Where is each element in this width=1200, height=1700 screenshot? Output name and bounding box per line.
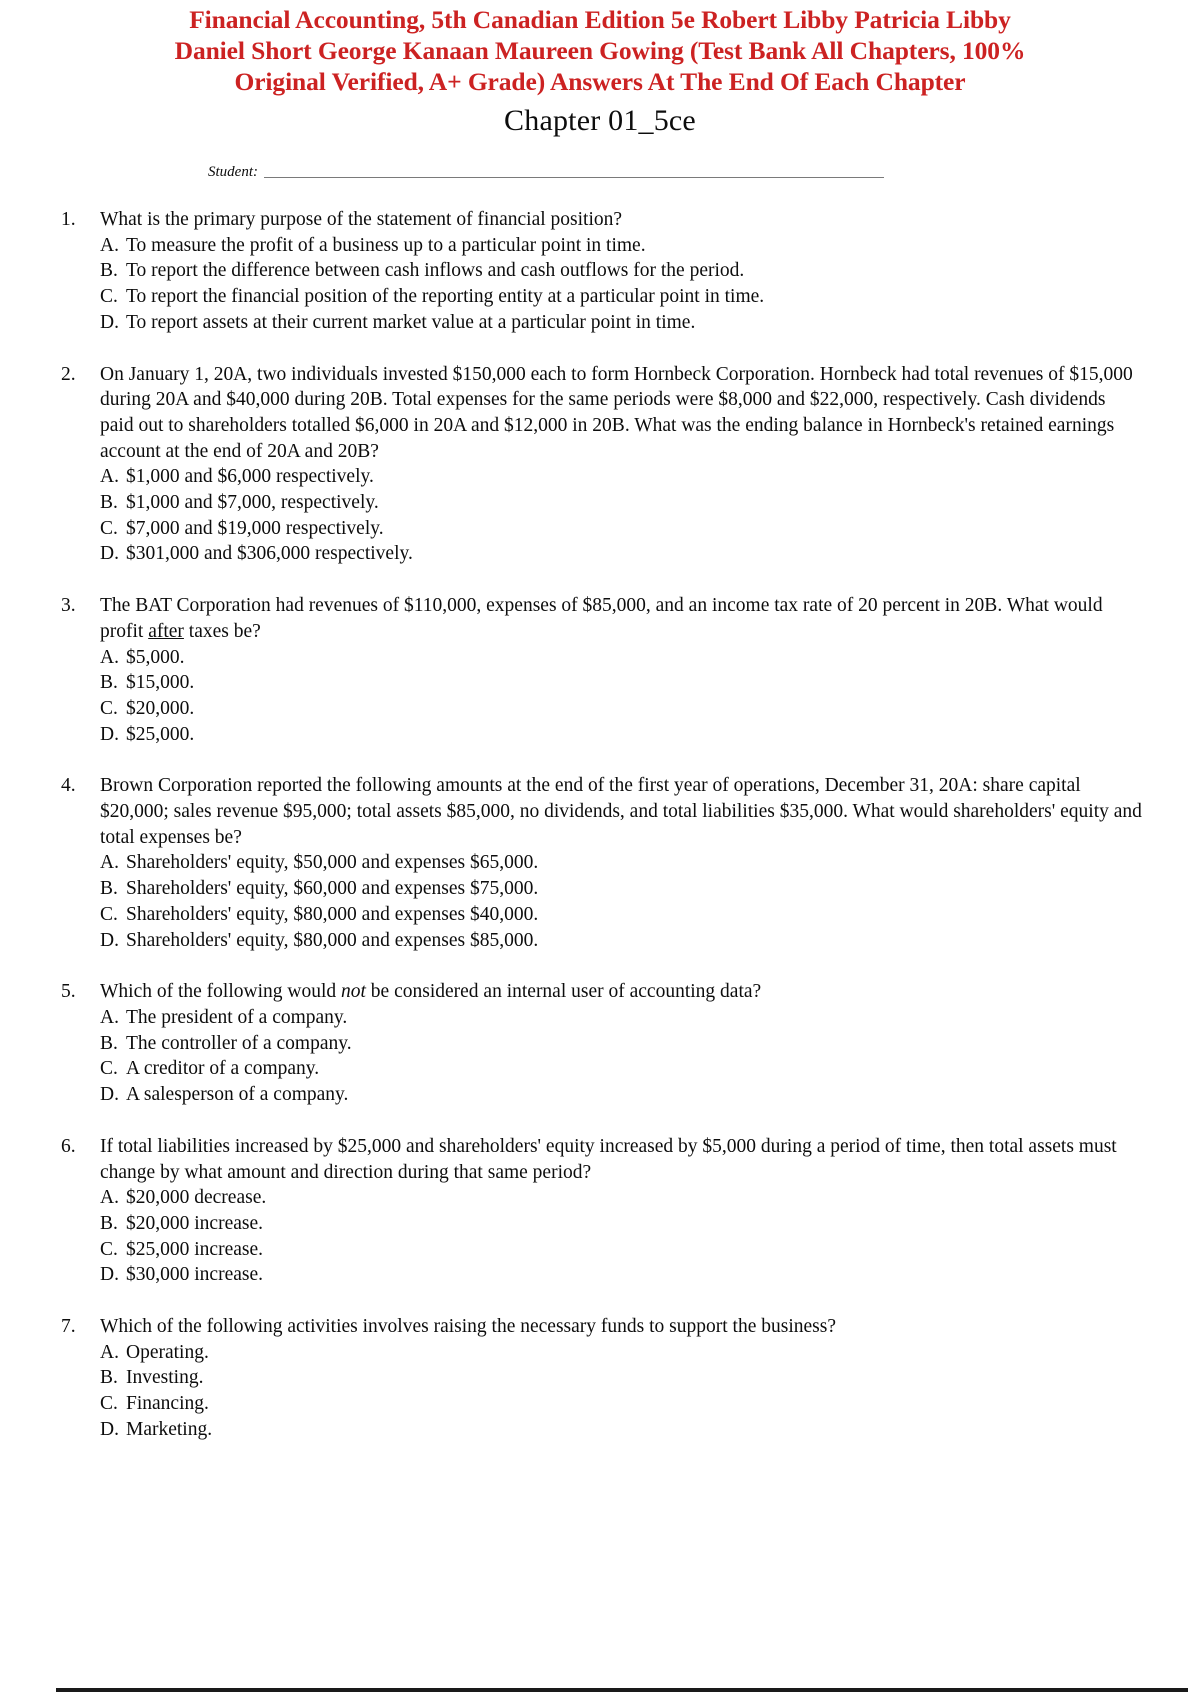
answer-option[interactable] — [100, 696, 1142, 722]
answer-option-list — [100, 645, 1142, 748]
answer-option-text: Shareholders' equity, $80,000 and expenses $85,000. — [126, 929, 539, 951]
banner-title-line-3: Original Verified, A+ Grade) Answers At The End Of Each Chapter — [234, 67, 966, 96]
answer-option-letter: D. — [100, 1264, 119, 1286]
answer-option[interactable] — [100, 490, 1142, 516]
answer-option[interactable] — [100, 902, 1142, 928]
question-number: 2. — [61, 363, 76, 385]
question-body — [100, 207, 1142, 336]
answer-option-letter: D. — [100, 1084, 119, 1106]
answer-option[interactable] — [100, 1211, 1142, 1237]
answer-option-letter: C. — [100, 1238, 118, 1260]
answer-option[interactable] — [100, 310, 1142, 336]
question-stem — [100, 593, 1142, 644]
answer-option-text: Shareholders' equity, $80,000 and expenses $40,000. — [126, 903, 539, 925]
answer-option-letter: C. — [100, 286, 118, 308]
question-stem-text: If total liabilities increased by $25,000 and shareholders' equity increased by $5,000 during a period of time, then total assets must change by what amount and direction during that same period? — [100, 1135, 1117, 1183]
question-number: 5. — [61, 981, 76, 1003]
answer-option[interactable] — [100, 516, 1142, 542]
question-stem-text: Which of the following would — [100, 981, 341, 1003]
answer-option-letter: D. — [100, 311, 119, 333]
answer-option[interactable] — [100, 1340, 1142, 1366]
answer-option-text: $20,000. — [126, 697, 195, 719]
question-item — [56, 979, 1142, 1108]
answer-option-letter: C. — [100, 697, 118, 719]
question-number: 3. — [61, 595, 76, 617]
banner-title-line-2: Daniel Short George Kanaan Maureen Gowing (Test Bank All Chapters, 100% — [174, 36, 1026, 65]
student-label: Student: — [208, 164, 258, 180]
answer-option-text: $25,000 increase. — [126, 1238, 263, 1260]
answer-option-text: Shareholders' equity, $60,000 and expenses $75,000. — [126, 878, 539, 900]
answer-option-text: $15,000. — [126, 672, 195, 694]
answer-option-text: Financing. — [126, 1393, 209, 1415]
answer-option-text: The president of a company. — [126, 1006, 348, 1028]
answer-option-letter: B. — [100, 1032, 118, 1054]
answer-option[interactable] — [100, 1237, 1142, 1263]
answer-option-text: $25,000. — [126, 723, 195, 745]
question-stem-text: Which of the following activities involves raising the necessary funds to support the business? — [100, 1316, 836, 1338]
answer-option-text: Shareholders' equity, $50,000 and expenses $65,000. — [126, 852, 539, 874]
question-body — [100, 593, 1142, 747]
answer-option-letter: D. — [100, 929, 119, 951]
question-number: 7. — [61, 1316, 76, 1338]
answer-option-text: To report assets at their current market value at a particular point in time. — [126, 311, 696, 333]
answer-option-letter: A. — [100, 1006, 119, 1028]
question-stem — [100, 207, 1142, 233]
answer-option[interactable] — [100, 1417, 1142, 1443]
answer-option-letter: A. — [100, 1341, 119, 1363]
answer-option-text: Operating. — [126, 1341, 209, 1363]
answer-option[interactable] — [100, 284, 1142, 310]
answer-option[interactable] — [100, 1185, 1142, 1211]
question-number: 4. — [61, 775, 76, 797]
answer-option-letter: A. — [100, 852, 119, 874]
question-item — [56, 207, 1142, 336]
answer-option-letter: B. — [100, 260, 118, 282]
question-item — [56, 773, 1142, 953]
answer-option-letter: B. — [100, 492, 118, 514]
answer-option-text: $20,000 increase. — [126, 1212, 263, 1234]
answer-option-text: A creditor of a company. — [126, 1058, 320, 1080]
answer-option-list — [100, 464, 1142, 567]
answer-option-letter: B. — [100, 672, 118, 694]
answer-option-text: $20,000 decrease. — [126, 1187, 267, 1209]
answer-option-letter: D. — [100, 723, 119, 745]
question-number: 6. — [61, 1135, 76, 1157]
question-stem-text: What is the primary purpose of the statement of financial position? — [100, 209, 623, 230]
question-item — [56, 1134, 1142, 1288]
question-stem — [100, 1314, 1142, 1340]
answer-option-text: To report the financial position of the reporting entity at a particular point in time. — [126, 286, 765, 308]
question-stem — [100, 773, 1142, 850]
answer-option-list — [100, 1340, 1142, 1443]
question-body — [100, 1134, 1142, 1288]
answer-option-list — [100, 233, 1142, 336]
answer-option[interactable] — [100, 1056, 1142, 1082]
answer-option-letter: D. — [100, 543, 119, 565]
answer-option-letter: C. — [100, 1393, 118, 1415]
question-list — [0, 207, 1200, 1443]
question-stem — [100, 362, 1142, 465]
answer-option-text: $30,000 increase. — [126, 1264, 263, 1286]
question-body — [100, 362, 1142, 568]
question-number: 1. — [61, 209, 76, 230]
student-name-row — [0, 164, 1200, 181]
answer-option-text: To measure the profit of a business up to a particular point in time. — [126, 234, 646, 256]
question-stem-text-tail: taxes be? — [183, 620, 261, 642]
question-stem-emphasis: not — [341, 981, 366, 1003]
answer-option[interactable] — [100, 722, 1142, 748]
footer-divider — [56, 1688, 1188, 1692]
answer-option-text: $5,000. — [126, 646, 185, 668]
answer-option-letter: C. — [100, 517, 118, 539]
answer-option-text: To report the difference between cash inflows and cash outflows for the period. — [126, 260, 745, 282]
answer-option-text: $7,000 and $19,000 respectively. — [126, 517, 384, 539]
answer-option-letter: A. — [100, 646, 119, 668]
answer-option-letter: B. — [100, 878, 118, 900]
question-item — [56, 593, 1142, 747]
chapter-title: Chapter 01_5ce — [504, 104, 696, 137]
answer-option[interactable] — [100, 541, 1142, 567]
answer-option[interactable] — [100, 1031, 1142, 1057]
banner-title — [0, 0, 1200, 97]
answer-option[interactable] — [100, 258, 1142, 284]
answer-option[interactable] — [100, 1391, 1142, 1417]
answer-option-text: $1,000 and $7,000, respectively. — [126, 492, 379, 514]
answer-option[interactable] — [100, 233, 1142, 259]
answer-option-letter: D. — [100, 1418, 119, 1440]
question-stem-text: The BAT Corporation had revenues of $110,000, expenses of $85,000, and an income tax rate of 20 percent in 20B. What would profit — [100, 595, 1103, 642]
banner-title-line-1: Financial Accounting, 5th Canadian Edition 5e Robert Libby Patricia Libby — [189, 5, 1011, 34]
student-name-blank-line[interactable] — [264, 177, 884, 178]
answer-option[interactable] — [100, 1082, 1142, 1108]
question-body — [100, 773, 1142, 953]
answer-option[interactable] — [100, 670, 1142, 696]
answer-option-list — [100, 1005, 1142, 1108]
answer-option-letter: A. — [100, 1187, 119, 1209]
answer-option-text: The controller of a company. — [126, 1032, 352, 1054]
question-item — [56, 362, 1142, 568]
question-body — [100, 979, 1142, 1108]
answer-option[interactable] — [100, 1262, 1142, 1288]
answer-option-letter: B. — [100, 1212, 118, 1234]
answer-option[interactable] — [100, 464, 1142, 490]
answer-option-letter: C. — [100, 1058, 118, 1080]
answer-option[interactable] — [100, 645, 1142, 671]
answer-option-text: A salesperson of a company. — [126, 1084, 349, 1106]
question-stem-text: On January 1, 20A, two individuals invested $150,000 each to form Hornbeck Corporation. Hornbeck had total revenues of $15,000 during 20A and $40,000 during 20B. Total expenses for the same periods were $8,000 and $22,000, respectively. Cash dividends paid out to shareholders totalled $6,000 in 20A and $12,000 in 20B. What was the ending balance in Hornbeck's retained earnings account at the end of 20A and 20B? — [100, 363, 1133, 462]
answer-option-list — [100, 1185, 1142, 1288]
answer-option[interactable] — [100, 876, 1142, 902]
answer-option-letter: A. — [100, 234, 119, 256]
question-stem-text-tail: be considered an internal user of accounting data? — [365, 981, 762, 1003]
answer-option[interactable] — [100, 1005, 1142, 1031]
answer-option-text: $301,000 and $306,000 respectively. — [126, 543, 413, 565]
answer-option-text: Investing. — [126, 1367, 204, 1389]
question-stem-emphasis: after — [148, 620, 184, 642]
answer-option[interactable] — [100, 1365, 1142, 1391]
answer-option-text: $1,000 and $6,000 respectively. — [126, 466, 374, 488]
question-stem — [100, 1134, 1142, 1185]
answer-option-text: Marketing. — [126, 1418, 213, 1440]
answer-option-list — [100, 850, 1142, 953]
question-item — [56, 1314, 1142, 1443]
question-stem-text: Brown Corporation reported the following amounts at the end of the first year of operations, December 31, 20A: share capital $20,000; sales revenue $95,000; total assets $85,000, no dividends, and total liabilities $35,000. What would shareholders' equity and total expenses be? — [100, 775, 1142, 848]
question-body — [100, 1314, 1142, 1443]
answer-option[interactable] — [100, 850, 1142, 876]
answer-option[interactable] — [100, 928, 1142, 954]
question-stem — [100, 979, 1142, 1005]
answer-option-letter: B. — [100, 1367, 118, 1389]
answer-option-letter: A. — [100, 466, 119, 488]
answer-option-letter: C. — [100, 903, 118, 925]
